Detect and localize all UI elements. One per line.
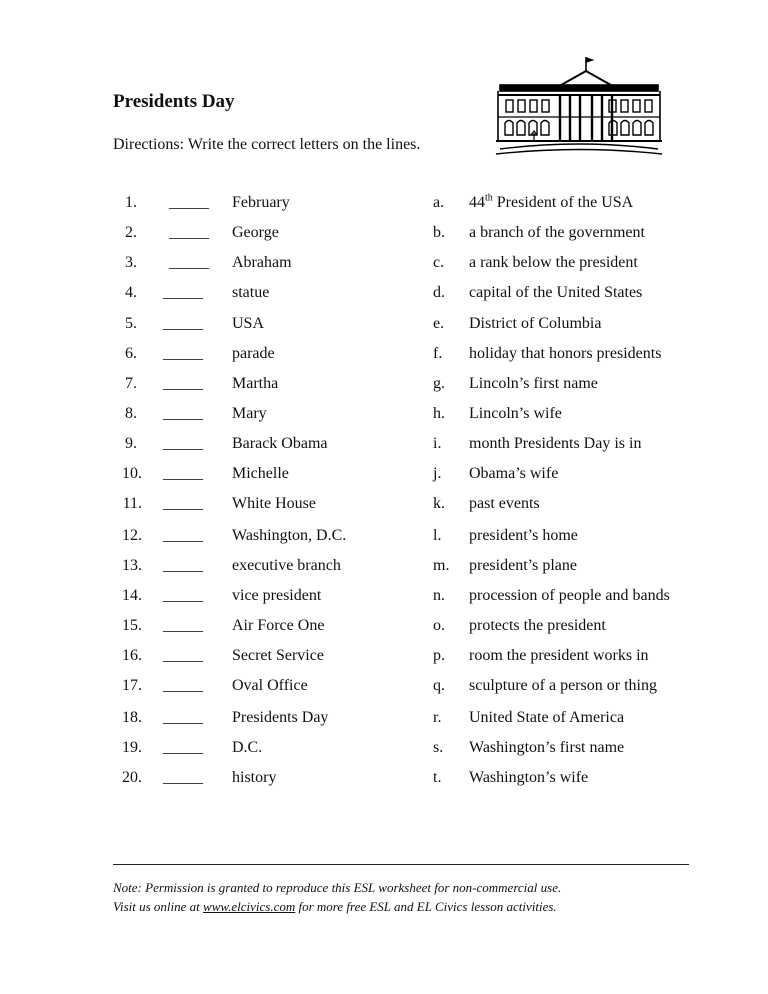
definition: past events	[469, 495, 540, 512]
answer-blank[interactable]: _____	[163, 527, 203, 544]
footer-visit-line	[113, 899, 557, 915]
definition-text: President of the USA	[492, 194, 634, 211]
answer-blank[interactable]: _____	[169, 194, 209, 211]
answer-blank[interactable]: _____	[163, 465, 203, 482]
item-number: 15.	[122, 617, 142, 634]
definition: capital of the United States	[469, 284, 643, 301]
matching-row	[0, 769, 768, 799]
matching-row	[0, 465, 768, 495]
term: Presidents Day	[232, 709, 329, 726]
footer-divider	[113, 864, 689, 865]
choice-letter: b.	[433, 224, 445, 241]
definition: month Presidents Day is in	[469, 435, 642, 452]
definition: Lincoln’s wife	[469, 405, 562, 422]
answer-blank[interactable]: _____	[163, 769, 203, 786]
term: George	[232, 224, 279, 241]
choice-letter: i.	[433, 435, 442, 452]
answer-blank[interactable]: _____	[163, 345, 203, 362]
matching-row	[0, 194, 768, 224]
answer-blank[interactable]: _____	[163, 647, 203, 664]
footer-visit-prefix: Visit us online at	[113, 899, 204, 914]
choice-letter: d.	[433, 284, 445, 301]
matching-list	[0, 194, 768, 794]
definition: protects the president	[469, 617, 606, 634]
term: Secret Service	[232, 647, 324, 664]
matching-row	[0, 375, 768, 405]
footer-visit-suffix: for more free ESL and EL Civics lesson activities.	[295, 899, 557, 914]
answer-blank[interactable]: _____	[169, 224, 209, 241]
item-number: 17.	[122, 677, 142, 694]
term: vice president	[232, 587, 322, 604]
term: White House	[232, 495, 316, 512]
answer-blank[interactable]: _____	[163, 709, 203, 726]
answer-blank[interactable]: _____	[163, 557, 203, 574]
item-number: 14.	[122, 587, 142, 604]
choice-letter: s.	[433, 739, 444, 756]
matching-row	[0, 739, 768, 769]
website-link[interactable]: www.elcivics.com	[203, 899, 296, 914]
matching-row	[0, 677, 768, 707]
item-number: 2.	[125, 224, 137, 241]
choice-letter: q.	[433, 677, 445, 694]
matching-row	[0, 587, 768, 617]
matching-row	[0, 495, 768, 525]
definition: Washington’s first name	[469, 739, 625, 756]
matching-row	[0, 315, 768, 345]
choice-letter: p.	[433, 647, 445, 664]
choice-letter: o.	[433, 617, 445, 634]
item-number: 1.	[125, 194, 137, 211]
definition: United State of America	[469, 709, 625, 726]
answer-blank[interactable]: _____	[163, 435, 203, 452]
matching-row	[0, 617, 768, 647]
matching-row	[0, 224, 768, 254]
definition: holiday that honors presidents	[469, 345, 662, 362]
matching-row	[0, 284, 768, 314]
choice-letter: a.	[433, 194, 445, 211]
choice-letter: g.	[433, 375, 445, 392]
term: Abraham	[232, 254, 292, 271]
choice-letter: n.	[433, 587, 445, 604]
term: Martha	[232, 375, 279, 392]
definition: District of Columbia	[469, 315, 602, 332]
term: Michelle	[232, 465, 289, 482]
answer-blank[interactable]: _____	[163, 284, 203, 301]
item-number: 9.	[125, 435, 137, 452]
choice-letter: l.	[433, 527, 442, 544]
matching-row	[0, 709, 768, 739]
worksheet-title: Presidents Day	[113, 91, 235, 112]
item-number: 20.	[122, 769, 142, 786]
term: executive branch	[232, 557, 341, 574]
matching-row	[0, 254, 768, 284]
answer-blank[interactable]: _____	[169, 254, 209, 271]
item-number: 6.	[125, 345, 137, 362]
item-number: 18.	[122, 709, 142, 726]
term: Mary	[232, 405, 267, 422]
definition: sculpture of a person or thing	[469, 677, 657, 694]
definition: president’s home	[469, 527, 578, 544]
item-number: 12.	[122, 527, 142, 544]
choice-letter: j.	[433, 465, 442, 482]
white-house-icon	[494, 55, 664, 158]
answer-blank[interactable]: _____	[163, 315, 203, 332]
term: Washington, D.C.	[232, 527, 347, 544]
item-number: 8.	[125, 405, 137, 422]
term: Oval Office	[232, 677, 308, 694]
choice-letter: f.	[433, 345, 443, 362]
item-number: 4.	[125, 284, 137, 301]
definition: a rank below the president	[469, 254, 638, 271]
matching-row	[0, 527, 768, 557]
footer-note: Note: Permission is granted to reproduce this ESL worksheet for non-commercial use.	[113, 880, 562, 895]
definition: room the president works in	[469, 647, 649, 664]
item-number: 7.	[125, 375, 137, 392]
answer-blank[interactable]: _____	[163, 405, 203, 422]
term: D.C.	[232, 739, 263, 756]
matching-row	[0, 647, 768, 677]
definition: Lincoln’s first name	[469, 375, 598, 392]
term: history	[232, 769, 277, 786]
matching-row	[0, 557, 768, 587]
definition	[469, 194, 633, 212]
choice-letter: h.	[433, 405, 445, 422]
item-number: 11.	[122, 495, 142, 512]
choice-letter: t.	[433, 769, 442, 786]
term: statue	[232, 284, 270, 301]
choice-letter: m.	[433, 557, 450, 574]
matching-row	[0, 405, 768, 435]
definition: president’s plane	[469, 557, 577, 574]
directions-text: Directions: Write the correct letters on the lines.	[113, 136, 421, 153]
choice-letter: k.	[433, 495, 445, 512]
answer-blank[interactable]: _____	[163, 617, 203, 634]
term: parade	[232, 345, 275, 362]
matching-row	[0, 345, 768, 375]
item-number: 10.	[122, 465, 142, 482]
item-number: 13.	[122, 557, 142, 574]
definition: Obama’s wife	[469, 465, 559, 482]
definition: Washington’s wife	[469, 769, 589, 786]
item-number: 19.	[122, 739, 142, 756]
item-number: 16.	[122, 647, 142, 664]
term: Air Force One	[232, 617, 325, 634]
choice-letter: c.	[433, 254, 445, 271]
matching-row	[0, 435, 768, 465]
term: February	[232, 194, 290, 211]
answer-blank[interactable]: _____	[163, 739, 203, 756]
choice-letter: r.	[433, 709, 442, 726]
definition: procession of people and bands	[469, 587, 670, 604]
definition: a branch of the government	[469, 224, 645, 241]
answer-blank[interactable]: _____	[163, 677, 203, 694]
answer-blank[interactable]: _____	[163, 587, 203, 604]
answer-blank[interactable]: _____	[163, 375, 203, 392]
choice-letter: e.	[433, 315, 445, 332]
term: USA	[232, 315, 265, 332]
definition-number: 44	[469, 194, 485, 211]
term: Barack Obama	[232, 435, 328, 452]
item-number: 3.	[125, 254, 137, 271]
ordinal-suffix: th	[485, 192, 493, 204]
answer-blank[interactable]: _____	[163, 495, 203, 512]
item-number: 5.	[125, 315, 137, 332]
